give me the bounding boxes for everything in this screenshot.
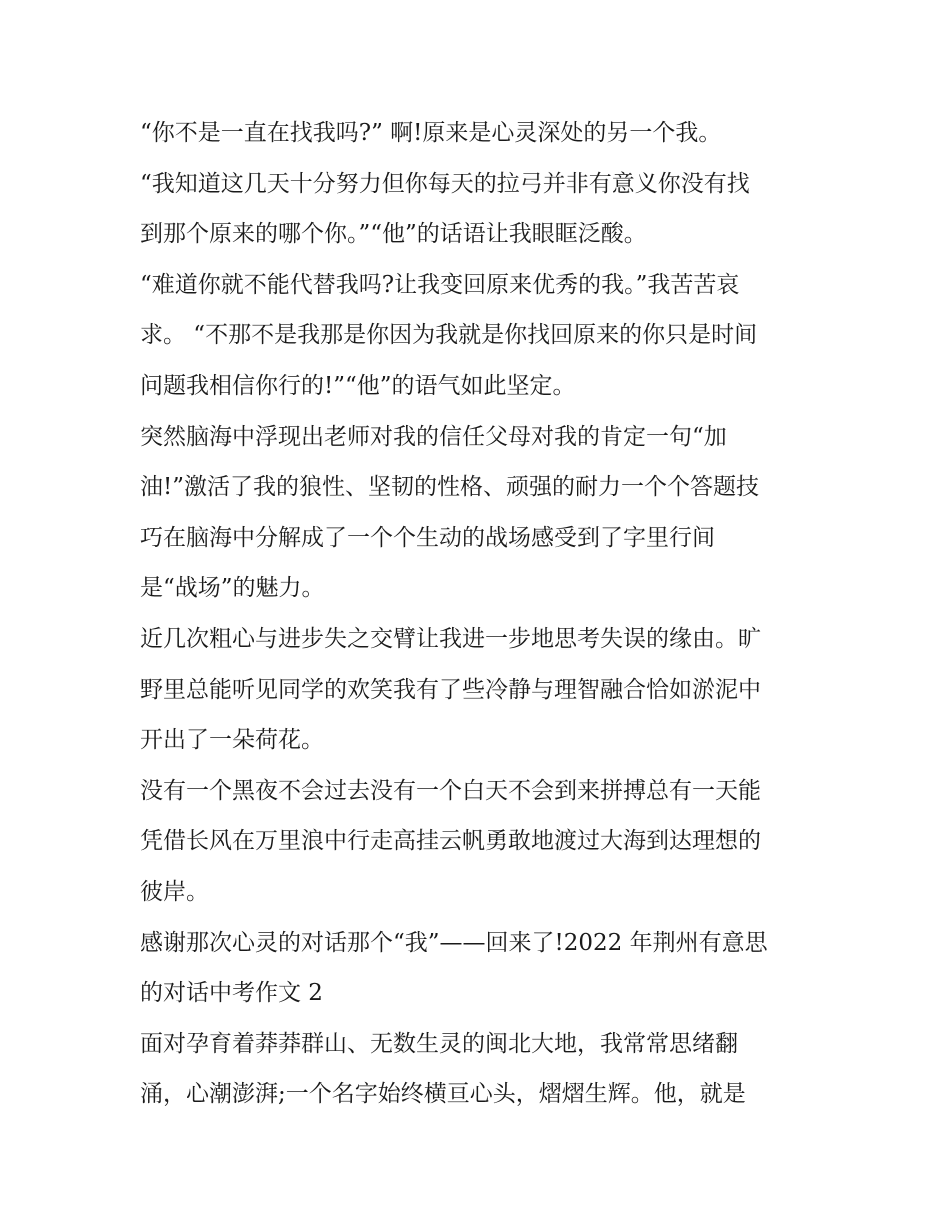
- text-line: 面对孕育着莽莽群山、无数生灵的闽北大地，我常常思绪翻: [140, 1030, 738, 1057]
- text-line: 问题我相信你行的!”“他”的语气如此坚定。: [140, 372, 576, 399]
- text-line: 感谢那次心灵的对话那个“我”——回来了!2022 年荆州有意思: [140, 929, 768, 956]
- text-line: 涌，心潮澎湃;一个名字始终横亘心头，熠熠生辉。他，就是: [140, 1081, 746, 1108]
- text-line: 凭借长风在万里浪中行走高挂云帆勇敢地渡过大海到达理想的: [140, 828, 761, 855]
- text-line: 的对话中考作文 2: [140, 980, 323, 1007]
- text-line: 巧在脑海中分解成了一个个生动的战场感受到了字里行间: [140, 524, 715, 551]
- text-line: 野里总能听见同学的欢笑我有了些冷静与理智融合恰如淤泥中: [140, 676, 761, 703]
- document-body: [140, 108, 830, 1120]
- text-line: 没有一个黑夜不会过去没有一个白天不会到来拼搏总有一天能: [140, 777, 761, 804]
- text-line: 求。 “不那不是我那是你因为我就是你找回原来的你只是时间: [140, 322, 758, 349]
- text-line: 开出了一朵荷花。: [140, 727, 324, 754]
- text-line: “你不是一直在找我吗?” 啊!原来是心灵深处的另一个我。: [140, 120, 722, 146]
- text-line: 到那个原来的哪个你。”“他”的话语让我眼眶泛酸。: [140, 221, 647, 248]
- text-line: 近几次粗心与进步失之交臂让我进一步地思考失误的缘由。旷: [140, 625, 761, 652]
- text-line: “难道你就不能代替我吗?让我变回原来优秀的我。”我苦苦哀: [140, 271, 740, 298]
- text-line: 是“战场”的魅力。: [140, 575, 325, 602]
- text-line: 油!”激活了我的狼性、坚韧的性格、顽强的耐力一个个答题技: [140, 474, 760, 501]
- text-line: 突然脑海中浮现出老师对我的信任父母对我的肯定一句“加: [140, 423, 727, 450]
- text-line: “我知道这几天十分努力但你每天的拉弓并非有意义你没有找: [140, 170, 750, 197]
- text-line: 彼岸。: [140, 878, 209, 905]
